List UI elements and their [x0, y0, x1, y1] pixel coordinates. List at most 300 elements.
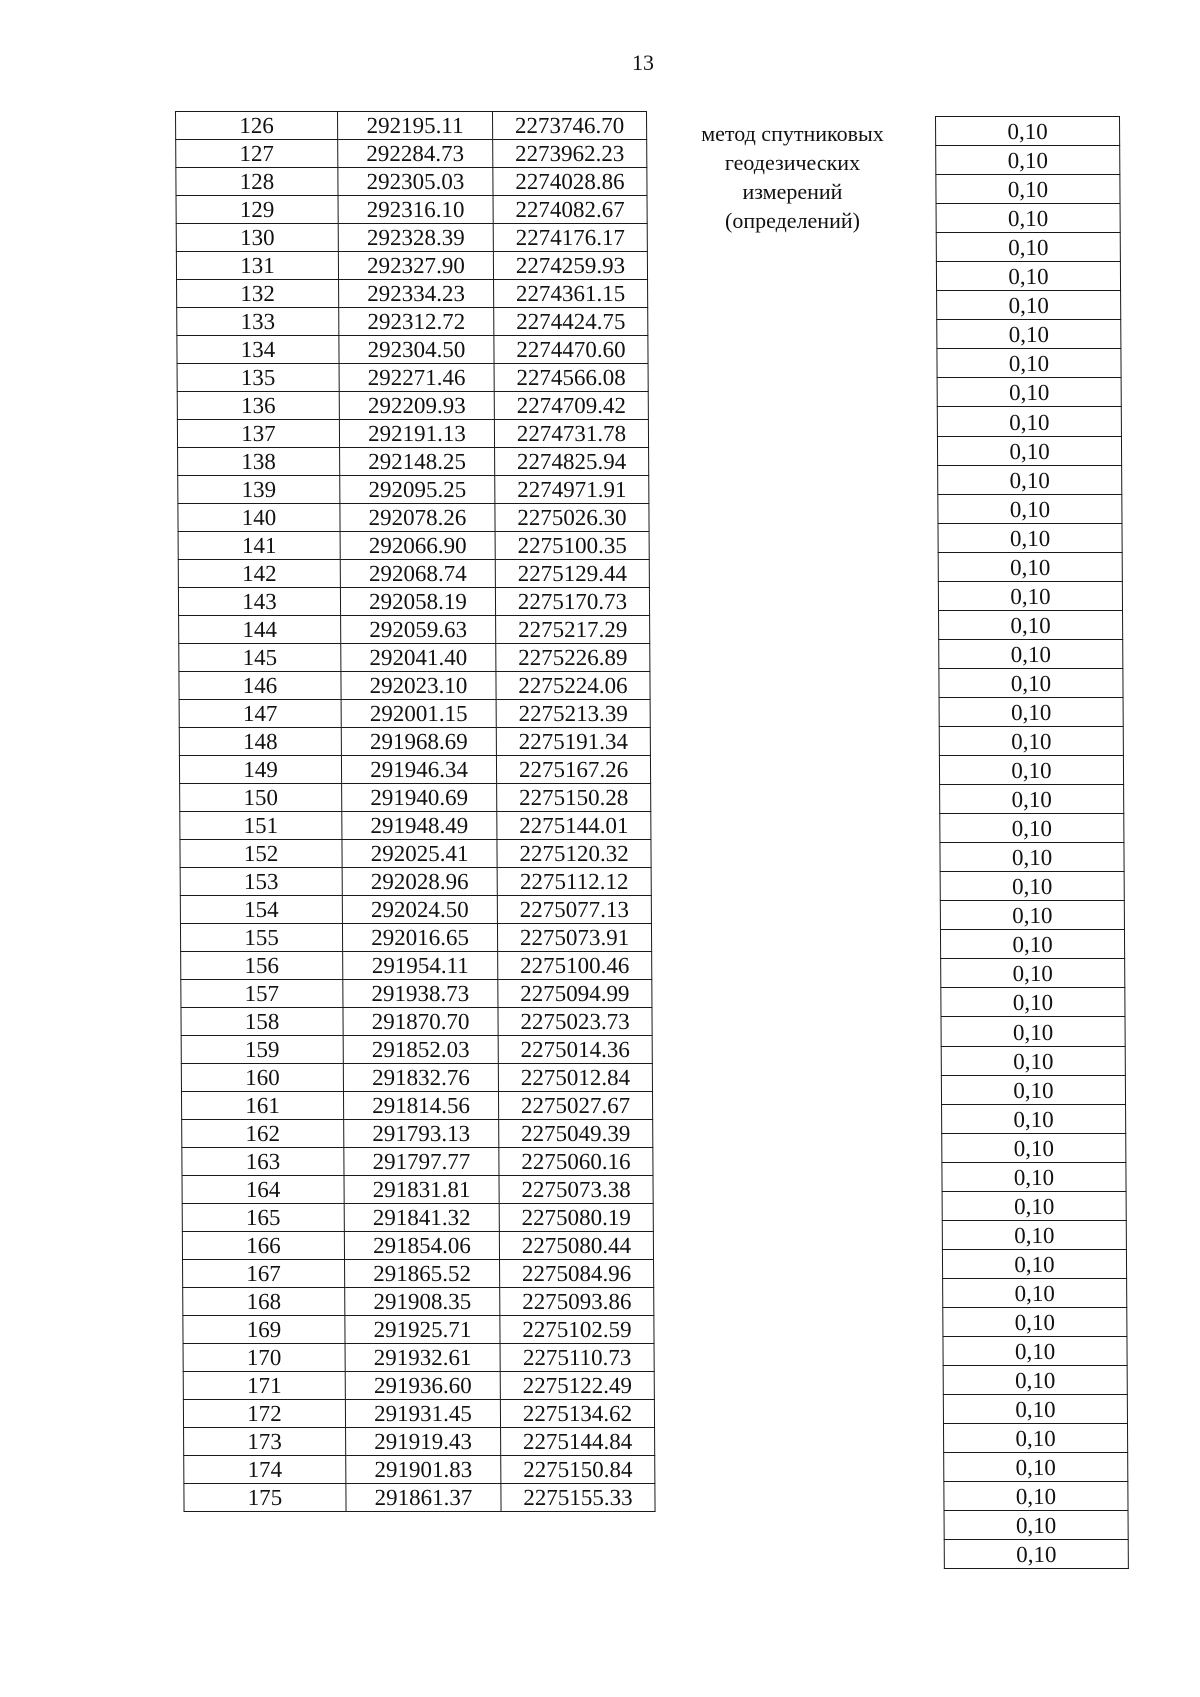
x-coordinate-cell: 291841.32 [344, 1204, 499, 1232]
y-coordinate-cell: 2274259.93 [493, 252, 647, 280]
point-number-cell: 127 [176, 140, 338, 168]
table-row [182, 1204, 653, 1232]
table-row [941, 988, 1125, 1017]
point-number-cell: 153 [180, 868, 342, 896]
x-coordinate-cell: 292025.41 [342, 840, 497, 868]
accuracy-cell: 0,10 [940, 872, 1124, 901]
accuracy-cell: 0,10 [937, 436, 1121, 465]
point-number-cell: 146 [179, 672, 341, 700]
point-number-cell: 154 [180, 896, 342, 924]
y-coordinate-cell: 2275120.32 [497, 840, 651, 868]
y-coordinate-cell: 2274176.17 [493, 224, 647, 252]
accuracy-cell: 0,10 [942, 1220, 1126, 1249]
table-row [938, 465, 1122, 494]
table-row [183, 1260, 654, 1288]
table-row [941, 1017, 1125, 1046]
point-number-cell: 136 [177, 392, 339, 420]
table-row [940, 843, 1124, 872]
accuracy-cell: 0,10 [936, 117, 1120, 146]
table-row [184, 1484, 655, 1512]
accuracy-cell: 0,10 [938, 552, 1122, 581]
x-coordinate-cell: 292328.39 [338, 224, 493, 252]
x-coordinate-cell: 291831.81 [344, 1176, 499, 1204]
accuracy-cell: 0,10 [938, 581, 1122, 610]
point-number-cell: 142 [178, 560, 340, 588]
accuracy-cell: 0,10 [937, 378, 1121, 407]
x-coordinate-cell: 292334.23 [339, 280, 494, 308]
point-number-cell: 143 [178, 588, 340, 616]
table-row [941, 1075, 1125, 1104]
accuracy-cell: 0,10 [940, 814, 1124, 843]
point-number-cell: 141 [178, 532, 340, 560]
table-row [942, 1104, 1126, 1133]
table-row [177, 336, 648, 364]
table-row [942, 1162, 1126, 1191]
point-number-cell: 167 [183, 1260, 345, 1288]
accuracy-cell: 0,10 [937, 349, 1121, 378]
accuracy-cell: 0,10 [938, 523, 1122, 552]
table-row [937, 349, 1121, 378]
table-row [939, 668, 1123, 697]
table-row [942, 1249, 1126, 1278]
table-row [944, 1540, 1128, 1569]
table-row [942, 1220, 1126, 1249]
table-row [940, 785, 1124, 814]
table-row [182, 1120, 653, 1148]
table-row [940, 814, 1124, 843]
table-row [178, 560, 649, 588]
x-coordinate-cell: 291814.56 [343, 1092, 498, 1120]
accuracy-cell: 0,10 [940, 901, 1124, 930]
x-coordinate-cell: 291854.06 [344, 1232, 499, 1260]
point-number-cell: 162 [182, 1120, 344, 1148]
x-coordinate-cell: 292316.10 [338, 196, 493, 224]
point-number-cell: 137 [177, 420, 339, 448]
y-coordinate-cell: 2275167.26 [496, 756, 650, 784]
point-number-cell: 126 [176, 112, 338, 140]
accuracy-cell: 0,10 [937, 407, 1121, 436]
table-row [938, 581, 1122, 610]
point-number-cell: 128 [176, 168, 338, 196]
accuracy-cell: 0,10 [939, 697, 1123, 726]
table-row [181, 980, 652, 1008]
point-number-cell: 158 [181, 1008, 343, 1036]
accuracy-cell: 0,10 [936, 262, 1120, 291]
y-coordinate-cell: 2275144.01 [497, 812, 651, 840]
x-coordinate-cell: 292271.46 [339, 364, 494, 392]
table-row [176, 196, 647, 224]
x-coordinate-cell: 292016.65 [342, 924, 497, 952]
point-number-cell: 132 [177, 280, 339, 308]
accuracy-cell: 0,10 [944, 1540, 1128, 1569]
y-coordinate-cell: 2275080.44 [499, 1232, 653, 1260]
point-number-cell: 130 [176, 224, 338, 252]
x-coordinate-cell: 291852.03 [343, 1036, 498, 1064]
y-coordinate-cell: 2274709.42 [494, 392, 648, 420]
y-coordinate-cell: 2275134.62 [500, 1400, 654, 1428]
y-coordinate-cell: 2274082.67 [493, 196, 647, 224]
table-row [943, 1395, 1127, 1424]
table-row [177, 392, 648, 420]
page-number: 13 [632, 50, 654, 75]
table-row [181, 1036, 652, 1064]
table-row [180, 812, 651, 840]
table-row [937, 320, 1121, 349]
y-coordinate-cell: 2275093.86 [500, 1288, 654, 1316]
point-number-cell: 164 [182, 1176, 344, 1204]
y-coordinate-cell: 2275191.34 [496, 728, 650, 756]
point-number-cell: 145 [179, 644, 341, 672]
table-row [178, 588, 649, 616]
y-coordinate-cell: 2275122.49 [500, 1372, 654, 1400]
y-coordinate-cell: 2274731.78 [494, 420, 648, 448]
point-number-cell: 155 [180, 924, 342, 952]
y-coordinate-cell: 2275144.84 [501, 1428, 655, 1456]
x-coordinate-cell: 292305.03 [338, 168, 493, 196]
point-number-cell: 170 [183, 1344, 345, 1372]
point-number-cell: 156 [181, 952, 343, 980]
table-row [940, 872, 1124, 901]
accuracy-cell: 0,10 [944, 1453, 1128, 1482]
point-number-cell: 139 [178, 476, 340, 504]
y-coordinate-cell: 2275077.13 [497, 896, 651, 924]
point-number-cell: 138 [178, 448, 340, 476]
table-row [943, 1336, 1127, 1365]
table-row [181, 1092, 652, 1120]
table-row [936, 204, 1120, 233]
accuracy-cell: 0,10 [939, 756, 1123, 785]
point-number-cell: 151 [180, 812, 342, 840]
table-row [943, 1366, 1127, 1395]
accuracy-cell: 0,10 [942, 1249, 1126, 1278]
accuracy-cell: 0,10 [937, 320, 1121, 349]
x-coordinate-cell: 291870.70 [343, 1008, 498, 1036]
table-row [176, 168, 647, 196]
y-coordinate-cell: 2275094.99 [498, 980, 652, 1008]
x-coordinate-cell: 291948.49 [342, 812, 497, 840]
accuracy-cell: 0,10 [942, 1104, 1126, 1133]
accuracy-cell: 0,10 [936, 175, 1120, 204]
accuracy-cell: 0,10 [939, 668, 1123, 697]
accuracy-cell: 0,10 [942, 1133, 1126, 1162]
y-coordinate-cell: 2275129.44 [495, 560, 649, 588]
y-coordinate-cell: 2275073.38 [499, 1176, 653, 1204]
y-coordinate-cell: 2275023.73 [498, 1008, 652, 1036]
table-row [179, 644, 650, 672]
y-coordinate-cell: 2274361.15 [494, 280, 648, 308]
x-coordinate-cell: 291908.35 [345, 1288, 500, 1316]
y-coordinate-cell: 2275112.12 [497, 868, 651, 896]
x-coordinate-cell: 292312.72 [339, 308, 494, 336]
accuracy-cell: 0,10 [940, 843, 1124, 872]
point-number-cell: 134 [177, 336, 339, 364]
table-row [939, 726, 1123, 755]
y-coordinate-cell: 2275217.29 [496, 616, 650, 644]
x-coordinate-cell: 292304.50 [339, 336, 494, 364]
y-coordinate-cell: 2275224.06 [496, 672, 650, 700]
point-number-cell: 166 [182, 1232, 344, 1260]
y-coordinate-cell: 2275026.30 [495, 504, 649, 532]
table-row [180, 784, 651, 812]
y-coordinate-cell: 2275150.84 [501, 1456, 655, 1484]
y-coordinate-cell: 2275060.16 [499, 1148, 653, 1176]
y-coordinate-cell: 2275049.39 [499, 1120, 653, 1148]
table-row [936, 175, 1120, 204]
table-row [180, 924, 651, 952]
point-number-cell: 168 [183, 1288, 345, 1316]
y-coordinate-cell: 2275027.67 [498, 1092, 652, 1120]
y-coordinate-cell: 2275080.19 [499, 1204, 653, 1232]
accuracy-cell: 0,10 [939, 639, 1123, 668]
table-row [179, 728, 650, 756]
point-number-cell: 169 [183, 1316, 345, 1344]
point-number-cell: 150 [180, 784, 342, 812]
table-row [943, 1307, 1127, 1336]
x-coordinate-cell: 292068.74 [340, 560, 495, 588]
y-coordinate-cell: 2275100.46 [498, 952, 652, 980]
accuracy-cell: 0,10 [943, 1307, 1127, 1336]
table-row [941, 959, 1125, 988]
method-note-line: геодезических [724, 150, 861, 175]
x-coordinate-cell: 291865.52 [345, 1260, 500, 1288]
point-number-cell: 147 [179, 700, 341, 728]
point-number-cell: 160 [181, 1064, 343, 1092]
x-coordinate-cell: 291946.34 [341, 756, 496, 784]
point-number-cell: 144 [179, 616, 341, 644]
table-row [944, 1511, 1128, 1540]
table-row [177, 280, 648, 308]
table-row [183, 1372, 654, 1400]
point-number-cell: 173 [184, 1428, 346, 1456]
accuracy-cell: 0,10 [943, 1278, 1127, 1307]
y-coordinate-cell: 2274028.86 [493, 168, 647, 196]
y-coordinate-cell: 2275150.28 [497, 784, 651, 812]
accuracy-cell: 0,10 [938, 494, 1122, 523]
x-coordinate-cell: 292191.13 [339, 420, 494, 448]
x-coordinate-cell: 291940.69 [342, 784, 497, 812]
accuracy-cell: 0,10 [941, 1075, 1125, 1104]
y-coordinate-cell: 2275110.73 [500, 1344, 654, 1372]
table-row [183, 1400, 654, 1428]
point-number-cell: 172 [183, 1400, 345, 1428]
table-row [182, 1232, 653, 1260]
y-coordinate-cell: 2275170.73 [495, 588, 649, 616]
table-row [936, 233, 1120, 262]
accuracy-cell: 0,10 [941, 1046, 1125, 1075]
table-row [182, 1148, 653, 1176]
point-number-cell: 165 [182, 1204, 344, 1232]
point-number-cell: 171 [183, 1372, 345, 1400]
point-number-cell: 140 [178, 504, 340, 532]
table-row [939, 697, 1123, 726]
accuracy-table-body [936, 117, 1129, 1569]
table-row [943, 1278, 1127, 1307]
x-coordinate-cell: 292058.19 [340, 588, 495, 616]
table-row [180, 896, 651, 924]
accuracy-cell: 0,10 [943, 1336, 1127, 1365]
table-row [180, 868, 651, 896]
x-coordinate-cell: 291932.61 [345, 1344, 500, 1372]
y-coordinate-cell: 2273962.23 [493, 140, 647, 168]
accuracy-cell: 0,10 [943, 1424, 1127, 1453]
accuracy-cell: 0,10 [939, 726, 1123, 755]
table-row [178, 532, 649, 560]
method-note-line: (определений) [725, 208, 860, 233]
x-coordinate-cell: 292024.50 [342, 896, 497, 924]
table-row [177, 420, 648, 448]
y-coordinate-cell: 2275226.89 [496, 644, 650, 672]
table-row [938, 523, 1122, 552]
coordinates-table [175, 111, 656, 1512]
table-row [178, 448, 649, 476]
table-row [942, 1191, 1126, 1220]
x-coordinate-cell: 292078.26 [340, 504, 495, 532]
x-coordinate-cell: 292023.10 [341, 672, 496, 700]
table-row [181, 1008, 652, 1036]
accuracy-cell: 0,10 [936, 233, 1120, 262]
y-coordinate-cell: 2275100.35 [495, 532, 649, 560]
table-row [183, 1316, 654, 1344]
table-row [179, 672, 650, 700]
table-row [940, 901, 1124, 930]
accuracy-cell: 0,10 [941, 988, 1125, 1017]
table-row [939, 610, 1123, 639]
accuracy-cell: 0,10 [942, 1162, 1126, 1191]
table-row [937, 407, 1121, 436]
table-row [937, 378, 1121, 407]
table-row [938, 552, 1122, 581]
x-coordinate-cell: 292001.15 [341, 700, 496, 728]
accuracy-cell: 0,10 [941, 1017, 1125, 1046]
x-coordinate-cell: 291832.76 [343, 1064, 498, 1092]
x-coordinate-cell: 291919.43 [346, 1428, 501, 1456]
method-note-line: метод спутниковых [701, 121, 884, 146]
point-number-cell: 149 [179, 756, 341, 784]
accuracy-cell: 0,10 [941, 959, 1125, 988]
x-coordinate-cell: 292209.93 [339, 392, 494, 420]
point-number-cell: 163 [182, 1148, 344, 1176]
point-number-cell: 161 [181, 1092, 343, 1120]
table-row [176, 112, 647, 140]
table-row [179, 616, 650, 644]
x-coordinate-cell: 291968.69 [341, 728, 496, 756]
y-coordinate-cell: 2274470.60 [494, 336, 648, 364]
x-coordinate-cell: 292195.11 [338, 112, 493, 140]
table-row [937, 436, 1121, 465]
accuracy-cell: 0,10 [936, 146, 1120, 175]
table-row [178, 504, 649, 532]
x-coordinate-cell: 292066.90 [340, 532, 495, 560]
table-row [177, 308, 648, 336]
table-row [180, 840, 651, 868]
coordinates-table-body [176, 112, 656, 1512]
x-coordinate-cell: 291901.83 [346, 1456, 501, 1484]
x-coordinate-cell: 291797.77 [344, 1148, 499, 1176]
y-coordinate-cell: 2274971.91 [495, 476, 649, 504]
x-coordinate-cell: 292327.90 [338, 252, 493, 280]
point-number-cell: 152 [180, 840, 342, 868]
table-row [181, 952, 652, 980]
table-row [183, 1344, 654, 1372]
accuracy-cell: 0,10 [943, 1395, 1127, 1424]
x-coordinate-cell: 292284.73 [338, 140, 493, 168]
point-number-cell: 133 [177, 308, 339, 336]
table-row [944, 1482, 1128, 1511]
table-row [938, 494, 1122, 523]
y-coordinate-cell: 2275012.84 [498, 1064, 652, 1092]
table-row [182, 1176, 653, 1204]
y-coordinate-cell: 2275102.59 [500, 1316, 654, 1344]
table-row [181, 1064, 652, 1092]
table-row [936, 146, 1120, 175]
accuracy-cell: 0,10 [938, 465, 1122, 494]
table-row [939, 756, 1123, 785]
table-row [940, 930, 1124, 959]
x-coordinate-cell: 291925.71 [345, 1316, 500, 1344]
point-number-cell: 159 [181, 1036, 343, 1064]
y-coordinate-cell: 2274566.08 [494, 364, 648, 392]
y-coordinate-cell: 2274825.94 [495, 448, 649, 476]
table-row [942, 1133, 1126, 1162]
table-row [179, 700, 650, 728]
table-row [176, 224, 647, 252]
point-number-cell: 131 [176, 252, 338, 280]
accuracy-cell: 0,10 [940, 785, 1124, 814]
table-row [176, 140, 647, 168]
y-coordinate-cell: 2275155.33 [501, 1484, 655, 1512]
y-coordinate-cell: 2275213.39 [496, 700, 650, 728]
point-number-cell: 129 [176, 196, 338, 224]
point-number-cell: 174 [184, 1456, 346, 1484]
table-row [941, 1046, 1125, 1075]
point-number-cell: 175 [184, 1484, 346, 1512]
point-number-cell: 157 [181, 980, 343, 1008]
table-row [936, 262, 1120, 291]
accuracy-cell: 0,10 [940, 930, 1124, 959]
x-coordinate-cell: 291861.37 [346, 1484, 501, 1512]
accuracy-table [935, 116, 1129, 1569]
table-row [179, 756, 650, 784]
table-row [184, 1456, 655, 1484]
accuracy-cell: 0,10 [939, 610, 1123, 639]
x-coordinate-cell: 291793.13 [344, 1120, 499, 1148]
table-row [936, 117, 1120, 146]
table-row [939, 639, 1123, 668]
x-coordinate-cell: 291938.73 [343, 980, 498, 1008]
table-row [176, 252, 647, 280]
table-row [178, 476, 649, 504]
y-coordinate-cell: 2273746.70 [493, 112, 647, 140]
table-row [944, 1453, 1128, 1482]
table-row [183, 1288, 654, 1316]
table-row [937, 291, 1121, 320]
x-coordinate-cell: 292041.40 [341, 644, 496, 672]
y-coordinate-cell: 2275073.91 [497, 924, 651, 952]
x-coordinate-cell: 291931.45 [345, 1400, 500, 1428]
accuracy-cell: 0,10 [943, 1366, 1127, 1395]
x-coordinate-cell: 292148.25 [340, 448, 495, 476]
point-number-cell: 135 [177, 364, 339, 392]
x-coordinate-cell: 292095.25 [340, 476, 495, 504]
table-row [177, 364, 648, 392]
y-coordinate-cell: 2275014.36 [498, 1036, 652, 1064]
x-coordinate-cell: 291954.11 [343, 952, 498, 980]
x-coordinate-cell: 292028.96 [342, 868, 497, 896]
accuracy-cell: 0,10 [942, 1191, 1126, 1220]
table-row [184, 1428, 655, 1456]
accuracy-cell: 0,10 [944, 1511, 1128, 1540]
y-coordinate-cell: 2275084.96 [500, 1260, 654, 1288]
